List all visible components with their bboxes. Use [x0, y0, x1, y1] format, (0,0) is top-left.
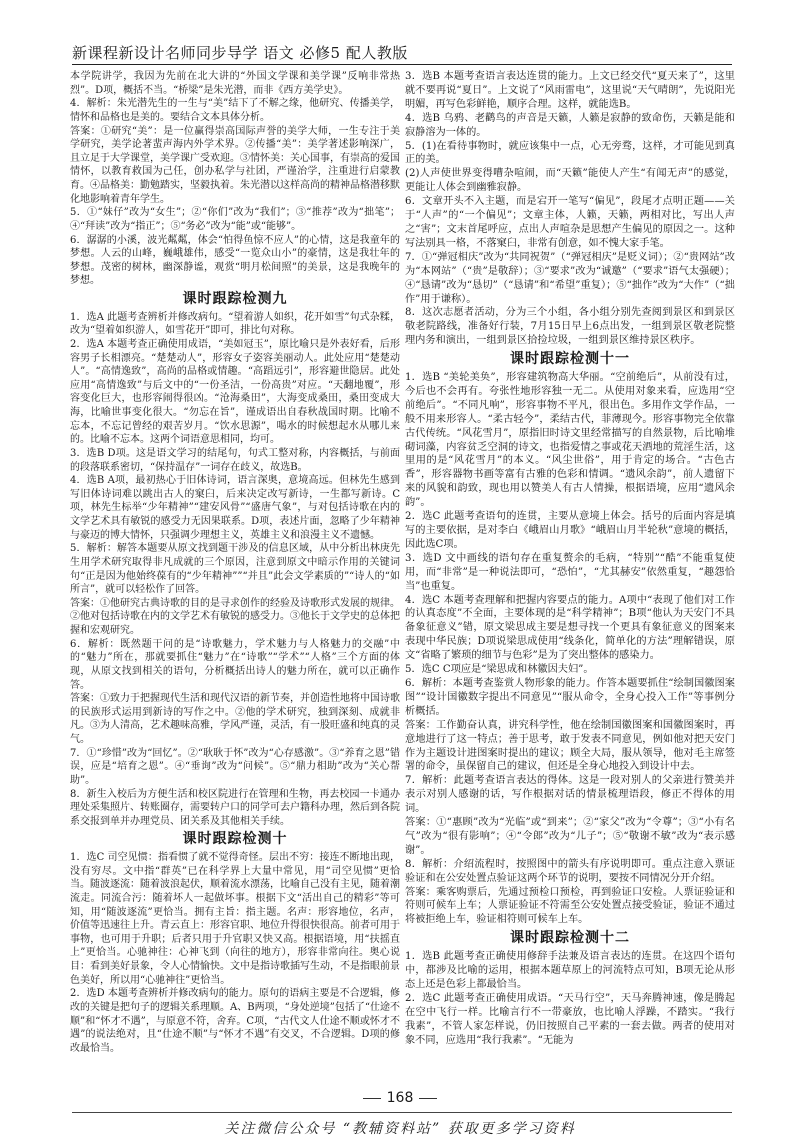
paragraph: 答案：工作勤奋认真，讲究科学性，他在绘制国徽图案和国徽图案时，再意地进行了这一特点；善于思考，敢于发表不同意见，例如他对把天安门作为主题设计进图案时提出的建议；顾全大局，服从领导，他对毛主席签署的命令，虽保留自己的建议，但还是全身心地投入到设计中去。 — [405, 719, 735, 773]
paragraph: 5．选C C项应是“梁思成和林徽因夫妇”。 — [405, 664, 594, 676]
paragraph: 1．选A 此题考查辨析并修改病句。“望着游人如织，花开如雪”句式杂糅，改为“望着如织游人，如雪花开”即可，排比句对称。 — [70, 311, 400, 337]
paragraph: 6．解析：本题考查鉴赏人物形象的能力。作答本题要抓住“绘制国徽图案图”“设计国徽数字提出不同意见”“服从命令，全身心投入工作”等事例分析概括。 — [405, 677, 735, 717]
paragraph: 3．选D 文中画线的语句存在重复赘余的毛病，“特别”“酷”不能重复使用，而“非常”是一种说法即可，“恐怕”，“尤其赫安”依然重复，“趣怨恰当”也重复。 — [405, 552, 735, 592]
paragraph: 1．选C 司空见惯：指看惯了就不觉得奇怪。层出不穷：接连不断地出现，没有穷尽。文中指“群英”已在科学界上大量中常见，用“司空见惯”更恰当。随波逐流：随着波浪起伏，顺着流水漂荡，比喻自己没有主见，随着潮流走。同流合污：随着坏人一起做坏事。根据下文“活出自己的精彩”等可知，用“随波逐流”更恰当。拥有主旨：指主题。名声：形容地位，名声，价值等迅速往上升。青云直上：形容官职、地位升得很快很高。前者可用于事物，也可用于升职；后者只用于升官职又快又高。根据语境，用“扶摇直上”更恰当。心驰神往：心神飞到（向往的地方），形容非常向往。奥心说目：看到美好景象，令人心情愉快。文中是指诗歌插写生动，不是指眼前景色美好，所以用“心驰神往”更恰当。 — [70, 852, 400, 986]
paragraph: 1．选B “美轮美奂”，形容建筑物高大华丽。“空前绝后”，从前没有过，今后也不会再有。夸张性地形容独一无二。从使用对象来看，应选用“空前绝后”。“不同凡响”，形容事物不平凡，很出色。多用作文学作品，一般不用来形容人。“柔古轻今”，柔结古代，菲薄现今。形容事物完全依靠古代传统。“风花雪月”，原指旧时诗文里经常描写的自然景物，后比喻堆砌词藻，内容贫乏空洞的诗文，也指爱情之事或花天酒地的荒淫生活，这里用的是“风花雪月”的本义。“风尘世俗”，用于肯定的场合。“古色古香”，形容器物书画等富有古雅的色彩和情调。“遗风余韵”，前人遗留下来的风貌和韵致，现也用以赞美人有古人情操，根据语境，应用“遗风余韵”。 — [405, 372, 735, 509]
paragraph: 答案：乘客购票后，先通过预检口预检，再到验证口安检。人票证验证和符则可候车上车；人票证验证不符需至公安处置点接受验证，验证不通过将被拒绝上车，验证相符则可候车上车。 — [405, 886, 735, 926]
paragraph: 1．选B 此题考查正确使用修辞手法兼及语言表达的连贯。在这四个语句中，都涉及比喻的运用，根据本题草原上的河流特点可知，B项无论从形态上还是色彩上都最恰当。 — [405, 951, 735, 990]
paragraph: 5．解析：解答本题要从原文找到题干涉及的信息区域，从中分析出林庚先生用学术研究取得非凡成就的三个原因，注意到原文中暗示作用的关键词句“正是因为他始终葆有的“少年精神””“并且”此会文学素质的”“诗人的“如所言”，就可以轻松作了回答。 — [70, 543, 400, 596]
section-title-9: 课时跟踪检测九 — [182, 291, 288, 307]
page-number-text: 168 — [386, 1090, 414, 1106]
dash-left — [363, 1098, 381, 1099]
paragraph: 8．这次志愿者活动，分为三个小组，各小组分别先查阅到景区和到景区敬老院路线，准备好行装，7月15日早上6点出发，一组到景区敬老院整理内务和演出，一组到景区拾捡垃圾，一组到景区维持景区秩序。 — [405, 307, 735, 347]
header-rule — [72, 64, 732, 65]
paragraph: 5．(1)在看待事物时，就应该集中一点，心无旁骛，这样，才可能见到真正的美。 — [405, 140, 735, 166]
paragraph: 7．①“弹冠相庆”改为“共同祝贺”（“弹冠相庆”是贬义词）；②“贵网站”改为“本网站”（“贵”是敬辞）；③“要求”改为“诚邀”（“要求”语气太强硬）；④“恳请”改为“恳切”（“恳请”和“希望”重复）；⑤“拙作”改为“大作”（“拙作”用于谦称）。 — [405, 251, 735, 305]
paragraph: 2．选D 本题考查辨析并修改病句的能力。原句的语病主要是不合逻辑，修改的关键是把句子的逻辑关系理顺。A、B两项，“身处逆境”包括了“仕途不顺”和“怀才不遇”，与原意不符，舍弃。C项，“古代文人仕途不顺或怀才不遇”的说法绝对，且“仕途不顺”与“怀才不遇”有交叉，不合逻辑。D项的修改最恰当。 — [70, 988, 400, 1054]
page-header: 新课程新设计名师同步导学 语文 必修5 配人教版 — [72, 44, 408, 62]
paragraph: 答案：①“惠顾”改为“光临”或“到来”；②“家父”改为“令尊”；③“小有名气”改为“很有影响”；④“令郎”改为“儿子”；⑤“敬谢不敏”改为“表示感谢”。 — [405, 817, 735, 856]
paragraph: (2)人声使世界变得嘈杂喧闹，而“天籁”能使人产生“有闻无声”的感觉，更能让人体会到幽雅寂静。 — [405, 168, 735, 194]
paragraph: 4．选C 本题考查理解和把握内容要点的能力。A项中“表现了他们对工作的认真态度”不全面，主要体现的是“科学精神”；B项“他认为天安门不具备象征意义”错，原文梁思成主要是想寻找一个更具有象征意义的图案来表现中华民族；D项说梁思成使用“线条化，简单化的方法”理解错误，原文“省略了繁琐的细节与色彩”是为了突出整体的感染力。 — [405, 594, 735, 662]
paragraph: 5．①“妹仔”改为“女生”；②“你们”改为“我们”；③“推荐”改为“拙笔”；④“拜读”改为“指正”；⑤“务必”改为“能”或“能够”。 — [70, 207, 400, 232]
paragraph: 3．选B D项。这是语文学习的结尾句，句式工整对称，内容概括，与前面的段落联系密切，“保持温存”一词存在歧义，故选B。 — [70, 447, 400, 473]
paragraph: 6．文章开头不入主题，而是宕开一笔写“偏见”，段尾才点明正题——关于“人声”的“一个偏见”；文章主体，人籁，天籁，两相对比，写出人声之“害”；文末首尾呼应，点出人声喧杂是思想产生偏见的原因之一。这种写法别具一格，不落窠臼，非常有创意，如不愧大家手笔。 — [405, 196, 735, 249]
paragraph: 8．解析：介绍流程时，按照图中的箭头有序说明即可。重点注意入票证验证和在公安处置点验证这两个环节的说明，要按不同情况分开介绍。 — [405, 858, 735, 884]
paragraph: 4．选B 乌鸦、老鹳鸟的声音是天籁，人籁是寂静的致命伤，天籁是能和寂静溶为一体的。 — [405, 112, 735, 138]
paragraph: 答案：①研究“美”：是一位赢得崇高国际声誉的美学大师，一生专注于美学研究，美学论著蜚声海内外学术界。②传播“美”：美学著述影响深广，且立足于大学课堂，美学课广受欢迎。③情怀美：关心国事，有崇高的爱国情怀，以教育救国为己任，创办私学与社团，严谨治学，注重进行启蒙教育。④品格美：勤勉踏实，坚毅执着。朱光潜以这样高尚的精神品格潜移默化地影响着青年学生。 — [70, 125, 400, 205]
paragraph: 本学院讲学，我因为先前在北大讲的“外国文学课和美学课”反响非常热烈”。D项，概括不当。“桥梁”是朱光潜，而非《西方美学史》。 — [70, 71, 400, 96]
paragraph: 7．①“珍惜”改为“回忆”。②“耿耿于怀”改为“心存感激”。③“养育之恩”错误，应是“培育之恩”。④“垂询”改为“问候”。⑤“鼎力相助”改为“关心帮助”。 — [70, 747, 400, 786]
right-column — [405, 70, 735, 1048]
paragraph: 4．选B A项，最初热心于旧体诗词，语言深奥，意境高远。但林先生感到写旧体诗词难以跳出古人的窠臼，后来决定改写新诗，一生都写新诗。C项，林先生标举“少年精神”“建安风骨”“盛唐气象”，与对包括诗歌在内的文学艺术具有敏锐的感受力无因果联系。D项，表述片面，忽略了少年精神与豪迈的博大情怀，只强调少理想主义，英雄主义和浪漫主义不遗憾。 — [70, 475, 400, 541]
paragraph: 2．选A 本题考查正确使用成语，“美如冠玉”，原比喻只是外表好看，后形容男子长相漂亮。“楚楚动人”，形容女子姿容美丽动人。此处应用“楚楚动人”。“高情逸致”，高尚的品格或情趣。“高蹈远引”，形容避世隐居。此处应用“高情逸致”与后文中的“一份圣洁，一份高贵”对应。“天翻地覆”，形容变化巨大，也形容闹得很凶。“沧海桑田”，大海变成桑田，桑田变成大海，比喻世事变化很大。“勿忘在旨”，谨成语出自春秋战国时期。比喻不忘本，不忘记曾经的艰苦岁月。“饮水思源”，喝水的时候想起水从哪儿来的。比喻不忘本。这两个词语意思相同，均可。 — [70, 338, 400, 446]
paragraph: 7．解析：此题考查语言表达的得体。这是一段对别人的父亲进行赞美并表示对别人感谢的话，写作根据对话的情景梳理语段，修正不得体的用词。 — [405, 775, 735, 815]
dash-right — [419, 1098, 437, 1099]
paragraph: 答案：①致力于把握现代生活和现代汉语的新节奏，并创造性地将中国诗歌的民族形式运用到新诗的写作之中。②他的学术研究，独到深刻、成就非凡。③为人清高，艺术趣味高雅，学风严谨，灵活，有一股旺盛和纯真的灵气。 — [70, 693, 400, 745]
paragraph: 6．潺潺的小溪，波光粼粼，体会“怕得鱼惊不应人”的心情，这是我童年的梦想。人云的山峰，巍峨雄伟，感受“一览众山小”的豪情，这是我壮年的梦想。茂密的树林，幽深静谧，观赏“明月松间照”的美景，这是我晚年的梦想。 — [70, 234, 400, 287]
section-title-11: 课时跟踪检测十一 — [510, 351, 630, 368]
paragraph: 2．选C 此题考查正确使用成语。“天马行空”，天马奔腾神速，像是腾起在空中飞行一样。比喻言行不一带豪放，也比喻人浮躁，不踏实。“我行我素”，不管人家怎样说，仍旧按照自己平素的一套去做。两者的使用对象不同，应选用“我行我素”。“无能为 — [405, 992, 735, 1046]
left-column — [70, 70, 400, 1055]
paragraph: 3．选B 本题考查语言表达连贯的能力。上文已经交代“夏天来了”，这里就不要再说“夏日”。上文说了“风雨雷电”，这里说“天气晴朗”，先说阳光明媚，再写色彩鲜艳，顺序合理。这样，就能选B。 — [405, 71, 735, 110]
paragraph: 4．解析：朱光潜先生的一生与“美”结下了不解之缘，他研究、传播美学，情怀和品格也是美的。要结合文本具体分析。 — [70, 98, 400, 123]
page-number — [0, 1090, 800, 1106]
footer-rule — [72, 1112, 732, 1113]
paragraph: 答案：①他研究古典诗歌的目的是寻求创作的经验及诗歌形式发展的规律。②他对包括诗歌在内的文学艺术有敏锐的感受力。③他长于文学史的总体把握和宏观研究。 — [70, 597, 400, 636]
footer-promo: 关注微信公众号 “教辅资料站” 获取更多学习资料 — [224, 1121, 576, 1137]
section-title-12: 课时跟踪检测十二 — [510, 930, 630, 947]
paragraph: 8．新生入校后为方便生活和校区院进行在管理和生物，再去校园一卡通办理处采集照片、转账圈存，需要转户口的同学可去户籍科办理，然后到各院系交报到单并办理党员、团关系及其他相关手续。 — [70, 788, 400, 827]
paragraph: 2．选C 此题考查语句的连贯，主要从意境上体会。括号的后面内容是填写的主要依据，是对李白《峨眉山月歌》“峨眉山月半轮秋”意境的概括，因此选C项。 — [405, 511, 735, 550]
paragraph: 6．解析：既然题干问的是“诗歌魅力，学术魅力与人格魅力的交融”中的“魅力”所在，那就要抓住“魅力”在“诗歌”“学术”“人格”三个方面的体现，从原文找到相关的语句，分析概括出诗人的魅力所在，就可以正确作答。 — [70, 638, 400, 691]
section-title-10: 课时跟踪检测十 — [182, 831, 288, 848]
